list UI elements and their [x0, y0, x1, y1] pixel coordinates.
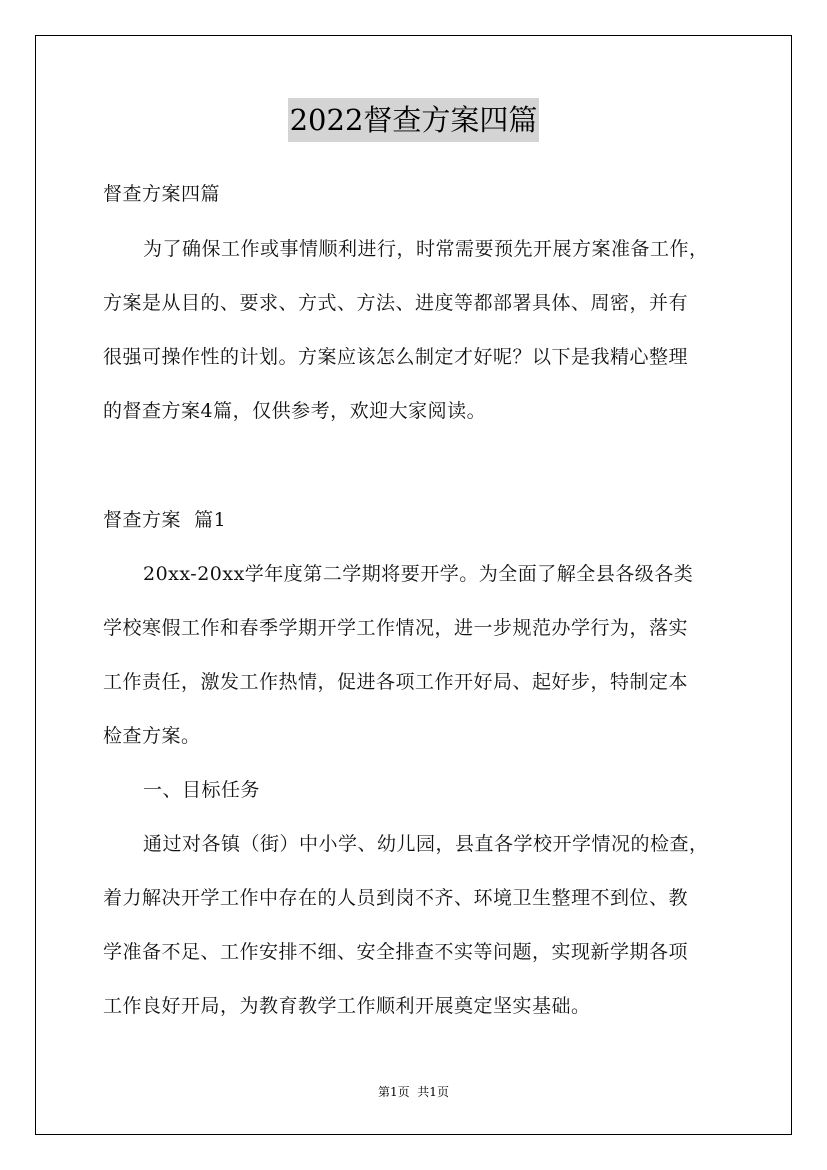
intro-line: 很强可操作性的计划。方案应该怎么制定才好呢？以下是我精心整理 [103, 346, 689, 368]
section-paragraph-line: 工作责任，激发工作热情，促进各项工作开好局、起好步，特制定本 [103, 671, 689, 693]
section-paragraph-line: 学准备不足、工作安排不细、安全排查不实等问题，实现新学期各项 [103, 941, 689, 963]
section-heading: 督查方案 篇1 [103, 509, 227, 531]
subheading: 一、目标任务 [143, 779, 261, 801]
section-paragraph-line: 检查方案。 [103, 725, 201, 747]
section-paragraph-line: 工作良好开局，为教育教学工作顺利开展奠定坚实基础。 [103, 995, 591, 1017]
document-title-text: 2022督查方案四篇 [288, 98, 540, 142]
intro-line: 方案是从目的、要求、方式、方法、进度等都部署具体、周密，并有 [103, 292, 689, 314]
intro-line: 为了确保工作或事情顺利进行，时常需要预先开展方案准备工作， [143, 238, 709, 260]
section-paragraph-line: 学校寒假工作和春季学期开学工作情况，进一步规范办学行为，落实 [103, 617, 689, 639]
section-paragraph-line: 着力解决开学工作中存在的人员到岗不齐、环境卫生整理不到位、教 [103, 887, 689, 909]
document-heading: 督查方案四篇 [103, 183, 221, 205]
section-paragraph-line: 通过对各镇（街）中小学、幼儿园，县直各学校开学情况的检查， [143, 833, 709, 855]
section-paragraph-line: 20xx-20xx学年度第二学期将要开学。为全面了解全县各级各类 [143, 563, 694, 585]
page-indicator: 第1页 共1页 [378, 1085, 449, 1099]
document-title [0, 98, 827, 142]
intro-line: 的督查方案4篇，仅供参考，欢迎大家阅读。 [103, 400, 487, 422]
